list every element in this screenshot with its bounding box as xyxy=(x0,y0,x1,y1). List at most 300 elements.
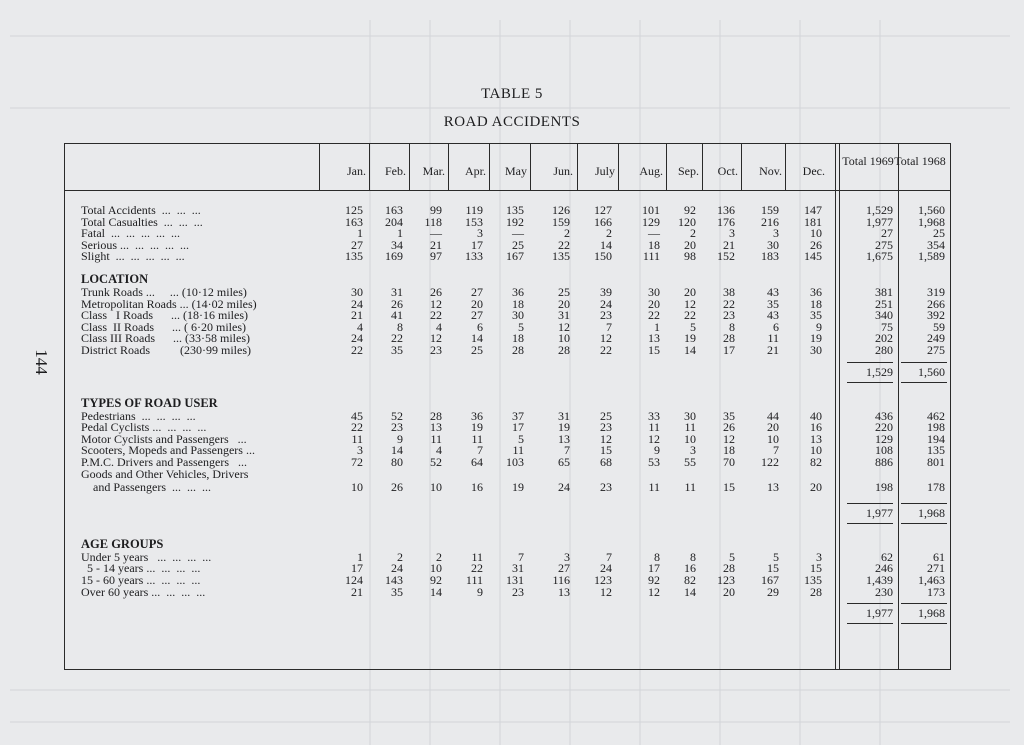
table-cell: 198 xyxy=(875,480,893,495)
table-cell: 31 xyxy=(512,561,524,576)
table-cell: 30 xyxy=(684,408,696,423)
table-cell: 10 xyxy=(430,561,442,576)
table-cell: 26 xyxy=(430,285,442,299)
table-cell: 28 xyxy=(430,408,442,423)
table-cell: 10 xyxy=(430,480,442,495)
table-cell: 13 xyxy=(767,480,779,495)
table-cell: 135 xyxy=(804,573,822,587)
table-cell: 3 xyxy=(357,443,363,458)
table-cell: 22 xyxy=(648,308,660,323)
table-cell: 249 xyxy=(927,331,945,346)
table-cell: 11 xyxy=(351,431,363,446)
table-cell: 6 xyxy=(773,319,779,334)
table-cell: 4 xyxy=(436,443,442,458)
table-cell: 33 xyxy=(648,408,660,423)
table-cell: 17 xyxy=(512,420,524,435)
total-rule xyxy=(901,382,947,383)
table-cell: 147 xyxy=(804,203,822,217)
table-cell: 19 xyxy=(471,420,483,435)
table-cell: 122 xyxy=(761,455,779,469)
table-cell: 26 xyxy=(810,237,822,252)
row-label: Slight ... ... ... ... ... xyxy=(81,249,185,264)
table-cell: 2 xyxy=(690,226,696,241)
table-cell: 18 xyxy=(648,237,660,252)
table-cell: 152 xyxy=(717,249,735,264)
total-divider xyxy=(839,144,840,669)
table-cell: 111 xyxy=(465,573,483,587)
table-cell: 64 xyxy=(471,455,483,469)
page-number: 144 xyxy=(31,349,51,375)
table-cell: 25 xyxy=(600,408,612,423)
table-cell: 3 xyxy=(564,549,570,564)
table-cell: 12 xyxy=(723,431,735,446)
table-cell: 22 xyxy=(351,420,363,435)
table-cell: 275 xyxy=(927,343,945,357)
table-cell: 68 xyxy=(600,455,612,469)
table-cell: 27 xyxy=(351,237,363,252)
table-cell: 135 xyxy=(506,203,524,217)
section-total: 1,977 xyxy=(866,505,893,520)
table-cell: 28 xyxy=(723,331,735,346)
row-label: Goods and Other Vehicles, Drivers and Passengers ... ... ... xyxy=(81,466,249,494)
column-header: Aug. xyxy=(639,164,663,178)
table-cell: 8 xyxy=(729,319,735,334)
table-cell: 22 xyxy=(471,561,483,576)
table-cell: 3 xyxy=(690,443,696,458)
table-cell: 101 xyxy=(642,203,660,217)
table-cell: 18 xyxy=(512,331,524,346)
table-cell: 36 xyxy=(471,408,483,423)
column-header: Sep. xyxy=(678,164,699,178)
table-cell: 39 xyxy=(600,285,612,299)
table-cell: 159 xyxy=(761,203,779,217)
table-cell: 45 xyxy=(351,408,363,423)
table-cell: 18 xyxy=(512,296,524,311)
table-cell: 24 xyxy=(351,331,363,346)
table-cell: 41 xyxy=(391,308,403,323)
table-cell: 23 xyxy=(600,308,612,323)
table-cell: 34 xyxy=(391,237,403,252)
table-cell: 118 xyxy=(424,214,442,229)
table-cell: 145 xyxy=(804,249,822,264)
table-cell: 3 xyxy=(816,549,822,564)
table-cell: 36 xyxy=(512,285,524,299)
table-cell: 7 xyxy=(518,549,524,564)
table-cell: 163 xyxy=(345,214,363,229)
table-cell: 4 xyxy=(357,319,363,334)
table-cell: 1,529 xyxy=(866,203,893,217)
table-cell: 10 xyxy=(810,443,822,458)
table-cell: 31 xyxy=(558,408,570,423)
table-cell: 22 xyxy=(684,308,696,323)
table-cell: 35 xyxy=(391,584,403,599)
table-cell: 11 xyxy=(471,431,483,446)
table-cell: 28 xyxy=(810,584,822,599)
row-label: Over 60 years ... ... ... ... xyxy=(81,584,206,599)
table-cell: 3 xyxy=(729,226,735,241)
total-rule xyxy=(901,523,947,524)
table-cell: 62 xyxy=(881,549,893,564)
table-cell: 15 xyxy=(767,561,779,576)
table-cell: 10 xyxy=(351,480,363,495)
table-cell: 43 xyxy=(767,308,779,323)
table-cell: 82 xyxy=(684,573,696,587)
row-label: 15 - 60 years ... ... ... ... xyxy=(81,573,201,587)
table-cell: 12 xyxy=(430,296,442,311)
table-cell: 2 xyxy=(397,549,403,564)
table-cell: 11 xyxy=(430,431,442,446)
table-cell: 19 xyxy=(558,420,570,435)
table-cell: 23 xyxy=(600,480,612,495)
table-cell: 37 xyxy=(512,408,524,423)
table-cell: 116 xyxy=(552,573,570,587)
row-label: Class II Roads ... ( 6·20 miles) xyxy=(81,319,246,334)
table-cell: 103 xyxy=(506,455,524,469)
table-cell: 2 xyxy=(564,226,570,241)
table-cell: 36 xyxy=(810,285,822,299)
row-label: Under 5 years ... ... ... ... xyxy=(81,549,212,564)
table-cell: 11 xyxy=(648,420,660,435)
table-cell: 23 xyxy=(391,420,403,435)
header-rule xyxy=(65,190,950,191)
total-rule xyxy=(847,503,893,504)
table-cell: 153 xyxy=(465,214,483,229)
table-cell: 119 xyxy=(465,203,483,217)
table-cell: 65 xyxy=(558,455,570,469)
table-cell: 11 xyxy=(684,480,696,495)
table-cell: 126 xyxy=(552,203,570,217)
table-cell: 340 xyxy=(875,308,893,323)
table-cell: 72 xyxy=(351,455,363,469)
table-cell: 166 xyxy=(594,214,612,229)
total-rule xyxy=(901,623,947,624)
table-cell: 99 xyxy=(430,203,442,217)
total-rule xyxy=(901,362,947,363)
column-header: Nov. xyxy=(759,164,782,178)
table-cell: 17 xyxy=(471,237,483,252)
table-cell: 12 xyxy=(430,331,442,346)
table-cell: 23 xyxy=(430,343,442,357)
table-cell: 21 xyxy=(351,308,363,323)
table-cell: 12 xyxy=(648,584,660,599)
table-cell: 163 xyxy=(385,203,403,217)
table-cell: 53 xyxy=(648,455,660,469)
total-rule xyxy=(847,603,893,604)
table-cell: — xyxy=(648,226,660,241)
table-cell: 22 xyxy=(430,308,442,323)
column-header: Mar. xyxy=(422,164,445,178)
table-cell: 20 xyxy=(723,584,735,599)
table-cell: 192 xyxy=(506,214,524,229)
table-cell: 5 xyxy=(773,549,779,564)
section-total: 1,968 xyxy=(918,606,945,621)
row-label: Serious ... ... ... ... ... xyxy=(81,237,189,252)
table-cell: 801 xyxy=(927,455,945,469)
row-label: Class III Roads ... (33·58 miles) xyxy=(81,331,250,346)
table-cell: 176 xyxy=(717,214,735,229)
table-cell: 167 xyxy=(761,573,779,587)
table-cell: 1,463 xyxy=(918,573,945,587)
table-cell: 24 xyxy=(558,480,570,495)
header-divider xyxy=(319,144,320,190)
table-cell: 354 xyxy=(927,237,945,252)
table-title: TABLE 5 xyxy=(481,86,543,102)
table-cell: 125 xyxy=(345,203,363,217)
table-cell: 3 xyxy=(773,226,779,241)
row-label: Motor Cyclists and Passengers ... xyxy=(81,431,247,446)
table-cell: 30 xyxy=(351,285,363,299)
table-cell: 216 xyxy=(761,214,779,229)
table-cell: 14 xyxy=(684,584,696,599)
table-cell: 271 xyxy=(927,561,945,576)
total-divider xyxy=(835,144,836,669)
table-cell: 124 xyxy=(345,573,363,587)
table-cell: 28 xyxy=(558,343,570,357)
table-cell: 204 xyxy=(385,214,403,229)
table-cell: 92 xyxy=(648,573,660,587)
table-cell: 10 xyxy=(810,226,822,241)
table-cell: 392 xyxy=(927,308,945,323)
section-total: 1,977 xyxy=(866,606,893,621)
table-cell: 1,560 xyxy=(918,203,945,217)
table-cell: 70 xyxy=(723,455,735,469)
table-cell: 30 xyxy=(512,308,524,323)
table-cell: 251 xyxy=(875,296,893,311)
table-cell: 13 xyxy=(430,420,442,435)
column-header: Apr. xyxy=(465,164,486,178)
table-cell: 25 xyxy=(471,343,483,357)
table-cell: 133 xyxy=(465,249,483,264)
table-cell: 21 xyxy=(430,237,442,252)
table-cell: 7 xyxy=(606,319,612,334)
table-cell: 28 xyxy=(723,561,735,576)
table-cell: — xyxy=(430,226,442,241)
table-cell: 14 xyxy=(391,443,403,458)
row-label: Total Casualties ... ... ... xyxy=(81,214,203,229)
table-cell: 7 xyxy=(477,443,483,458)
table-cell: 183 xyxy=(761,249,779,264)
table-cell: 5 xyxy=(690,319,696,334)
table-cell: 35 xyxy=(767,296,779,311)
row-label: Trunk Roads ... ... (10·12 miles) xyxy=(81,285,247,299)
table-cell: 129 xyxy=(642,214,660,229)
section-total: 1,529 xyxy=(866,364,893,379)
table-cell: 173 xyxy=(927,584,945,599)
section-heading: LOCATION xyxy=(81,272,149,286)
column-header: Total 1968 xyxy=(894,154,946,168)
table-cell: 27 xyxy=(471,308,483,323)
table-cell: 25 xyxy=(512,237,524,252)
table-cell: 11 xyxy=(471,549,483,564)
table-cell: 22 xyxy=(391,331,403,346)
table-cell: 31 xyxy=(391,285,403,299)
table-cell: 8 xyxy=(654,549,660,564)
table-cell: 7 xyxy=(564,443,570,458)
row-label: P.M.C. Drivers and Passengers ... xyxy=(81,455,247,469)
table-cell: 1,968 xyxy=(918,214,945,229)
column-header: Total 1969 xyxy=(842,154,894,168)
table-cell: 26 xyxy=(391,296,403,311)
table-cell: 27 xyxy=(558,561,570,576)
total-rule xyxy=(901,603,947,604)
table-cell: 21 xyxy=(723,237,735,252)
table-cell: 20 xyxy=(558,296,570,311)
table-subtitle: ROAD ACCIDENTS xyxy=(443,114,581,130)
table-cell: 44 xyxy=(767,408,779,423)
row-label: 5 - 14 years ... ... ... ... xyxy=(81,561,201,576)
table-cell: 11 xyxy=(648,480,660,495)
table-cell: 135 xyxy=(345,249,363,264)
table-cell: 246 xyxy=(875,561,893,576)
table-cell: 30 xyxy=(648,285,660,299)
table-cell: 319 xyxy=(927,285,945,299)
table-cell: 12 xyxy=(600,331,612,346)
table-cell: 136 xyxy=(717,203,735,217)
column-header: Feb. xyxy=(385,164,406,178)
table-cell: 23 xyxy=(600,420,612,435)
table-cell: 436 xyxy=(875,408,893,423)
table-cell: 12 xyxy=(684,296,696,311)
row-label: District Roads (230·99 miles) xyxy=(81,343,251,357)
table-cell: 26 xyxy=(391,480,403,495)
table-cell: 275 xyxy=(875,237,893,252)
table-cell: 5 xyxy=(729,549,735,564)
table-cell: 43 xyxy=(767,285,779,299)
table-cell: 129 xyxy=(875,431,893,446)
row-label: Fatal ... ... ... ... ... xyxy=(81,226,180,241)
column-header: Dec. xyxy=(802,164,825,178)
table-cell: 92 xyxy=(430,573,442,587)
table-cell: 462 xyxy=(927,408,945,423)
table-cell: 82 xyxy=(810,455,822,469)
table-cell: 27 xyxy=(471,285,483,299)
table-cell: 24 xyxy=(391,561,403,576)
table-cell: 35 xyxy=(723,408,735,423)
table-cell: 15 xyxy=(723,480,735,495)
row-label: Scooters, Mopeds and Passengers ... xyxy=(81,443,255,458)
table-cell: 24 xyxy=(600,561,612,576)
table-cell: — xyxy=(512,226,524,241)
table-cell: 20 xyxy=(767,420,779,435)
section-heading: TYPES OF ROAD USER xyxy=(81,395,218,410)
table-cell: 167 xyxy=(506,249,524,264)
table-cell: 127 xyxy=(594,203,612,217)
table-cell: 61 xyxy=(933,549,945,564)
table-cell: 17 xyxy=(648,561,660,576)
row-label: Total Accidents ... ... ... xyxy=(81,203,201,217)
table-cell: 52 xyxy=(430,455,442,469)
table-cell: 28 xyxy=(512,343,524,357)
table-cell: 123 xyxy=(717,573,735,587)
table-cell: 10 xyxy=(684,431,696,446)
table-cell: 9 xyxy=(397,431,403,446)
table-cell: 230 xyxy=(875,584,893,599)
table-cell: 8 xyxy=(690,549,696,564)
table-cell: 98 xyxy=(684,249,696,264)
table-cell: 16 xyxy=(810,420,822,435)
table-cell: 14 xyxy=(471,331,483,346)
section-total: 1,560 xyxy=(918,364,945,379)
table-cell: 92 xyxy=(684,203,696,217)
table-cell: 1 xyxy=(357,549,363,564)
table-cell: 24 xyxy=(351,296,363,311)
total-rule xyxy=(847,382,893,383)
table-cell: 159 xyxy=(552,214,570,229)
table-cell: 7 xyxy=(773,443,779,458)
table-cell: 35 xyxy=(810,308,822,323)
table-cell: 80 xyxy=(391,455,403,469)
table-cell: 11 xyxy=(684,420,696,435)
row-label: Pedal Cyclists ... ... ... ... xyxy=(81,420,207,435)
table-cell: 12 xyxy=(648,431,660,446)
table-cell: 75 xyxy=(881,319,893,334)
table-cell: 10 xyxy=(558,331,570,346)
table-cell: 16 xyxy=(684,561,696,576)
table-cell: 266 xyxy=(927,296,945,311)
table-cell: 12 xyxy=(600,584,612,599)
table-cell: 40 xyxy=(810,408,822,423)
table-cell: 20 xyxy=(471,296,483,311)
table-cell: 1,589 xyxy=(918,249,945,264)
table-cell: 22 xyxy=(351,343,363,357)
table-cell: 20 xyxy=(648,296,660,311)
row-label: Metropolitan Roads ... (14·02 miles) xyxy=(81,296,257,311)
table-cell: 30 xyxy=(810,343,822,357)
table-cell: 8 xyxy=(397,319,403,334)
table-cell: 9 xyxy=(477,584,483,599)
section-heading: AGE GROUPS xyxy=(81,536,164,551)
table-cell: 111 xyxy=(642,249,660,264)
section-total: 1,968 xyxy=(918,505,945,520)
table-cell: 15 xyxy=(810,561,822,576)
table-cell: 135 xyxy=(552,249,570,264)
table-cell: 13 xyxy=(558,431,570,446)
table-cell: 181 xyxy=(804,214,822,229)
table-cell: 13 xyxy=(648,331,660,346)
table-cell: 11 xyxy=(767,331,779,346)
table-cell: 15 xyxy=(600,443,612,458)
table-cell: 23 xyxy=(512,584,524,599)
table-cell: 38 xyxy=(723,285,735,299)
table-cell: 123 xyxy=(594,573,612,587)
table-cell: 14 xyxy=(430,584,442,599)
total-rule xyxy=(847,523,893,524)
table-cell: 14 xyxy=(684,343,696,357)
table-cell: 29 xyxy=(767,584,779,599)
table-cell: 19 xyxy=(810,331,822,346)
table-cell: 13 xyxy=(558,584,570,599)
table-cell: 35 xyxy=(391,343,403,357)
table-cell: 11 xyxy=(512,443,524,458)
table-cell: 17 xyxy=(723,343,735,357)
table-cell: 19 xyxy=(512,480,524,495)
table-cell: 97 xyxy=(430,249,442,264)
table-cell: 169 xyxy=(385,249,403,264)
table-cell: 22 xyxy=(558,237,570,252)
column-header: Jan. xyxy=(347,164,366,178)
table-cell: 5 xyxy=(518,431,524,446)
column-header: Jun. xyxy=(553,164,573,178)
table-cell: 202 xyxy=(875,331,893,346)
table-cell: 20 xyxy=(810,480,822,495)
table-cell: 194 xyxy=(927,431,945,446)
table-cell: 6 xyxy=(477,319,483,334)
table-cell: 18 xyxy=(810,296,822,311)
table-cell: 143 xyxy=(385,573,403,587)
table-cell: 7 xyxy=(606,549,612,564)
table-cell: 26 xyxy=(723,420,735,435)
table-cell: 25 xyxy=(558,285,570,299)
